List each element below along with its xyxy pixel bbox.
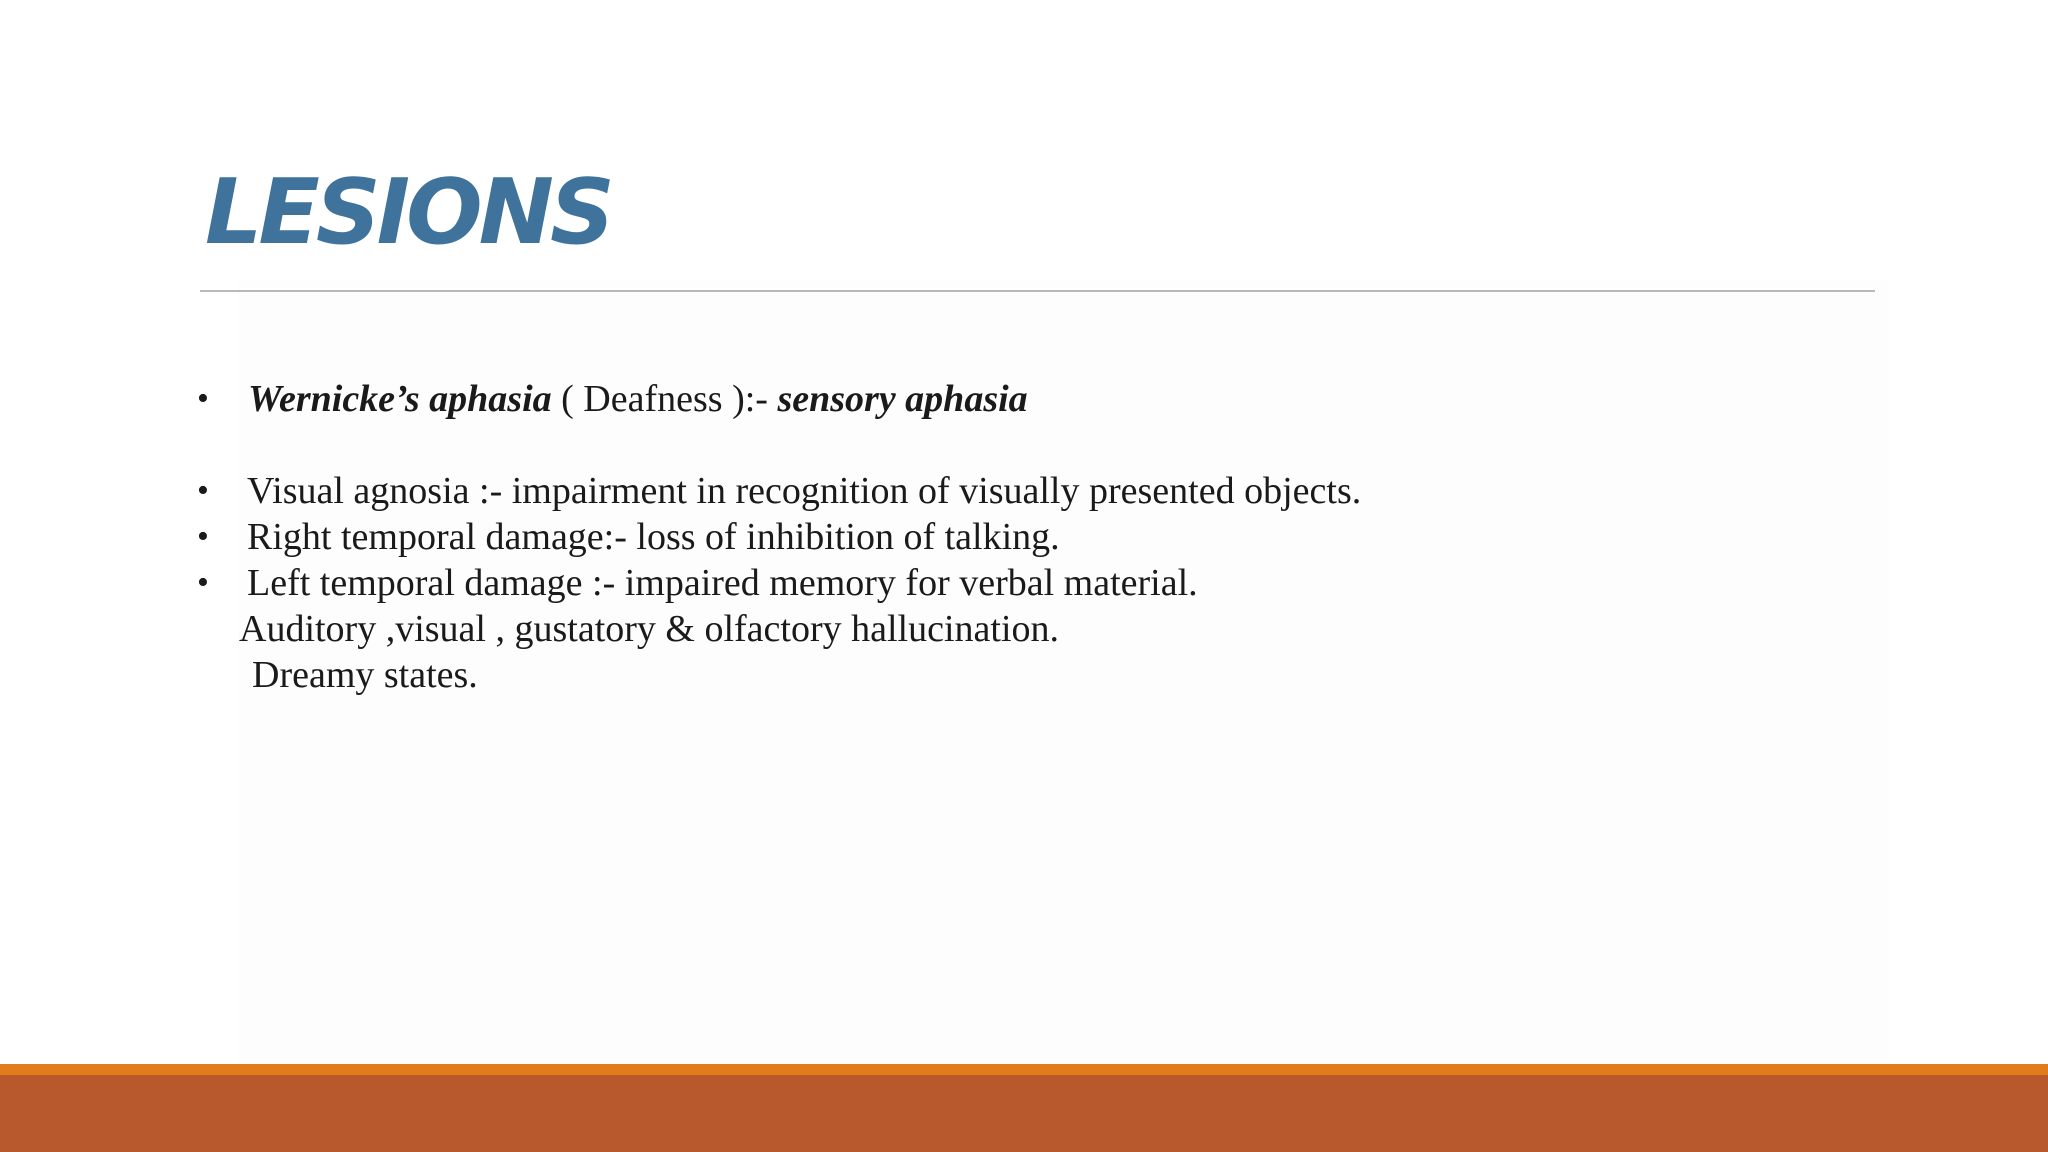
bullet-marker: • (197, 518, 209, 555)
footer-accent-stripe (0, 1064, 2048, 1075)
wernicke-term: Wernicke’s aphasia (248, 378, 552, 420)
title-divider (200, 290, 1875, 292)
wernicke-middle: ( Deafness ):- (551, 378, 778, 420)
list-item-wernicke (248, 376, 1028, 422)
list-item-visual-agnosia: Visual agnosia :- impairment in recognition of visually presented objects. (247, 470, 1362, 512)
bullet-marker: • (197, 472, 209, 509)
wernicke-tail: sensory aphasia (777, 378, 1028, 420)
bullet-marker: • (197, 380, 209, 417)
slide-title: LESIONS (205, 160, 611, 265)
list-item-right-temporal: Right temporal damage:- loss of inhibition of talking. (247, 516, 1060, 558)
continuation-line-dreamy: Dreamy states. (252, 654, 478, 696)
bullet-marker: • (197, 564, 209, 601)
continuation-line-hallucination: Auditory ,visual , gustatory & olfactory hallucination. (239, 608, 1060, 650)
footer-band (0, 1075, 2048, 1152)
list-item-left-temporal: Left temporal damage :- impaired memory for verbal material. (247, 562, 1198, 604)
